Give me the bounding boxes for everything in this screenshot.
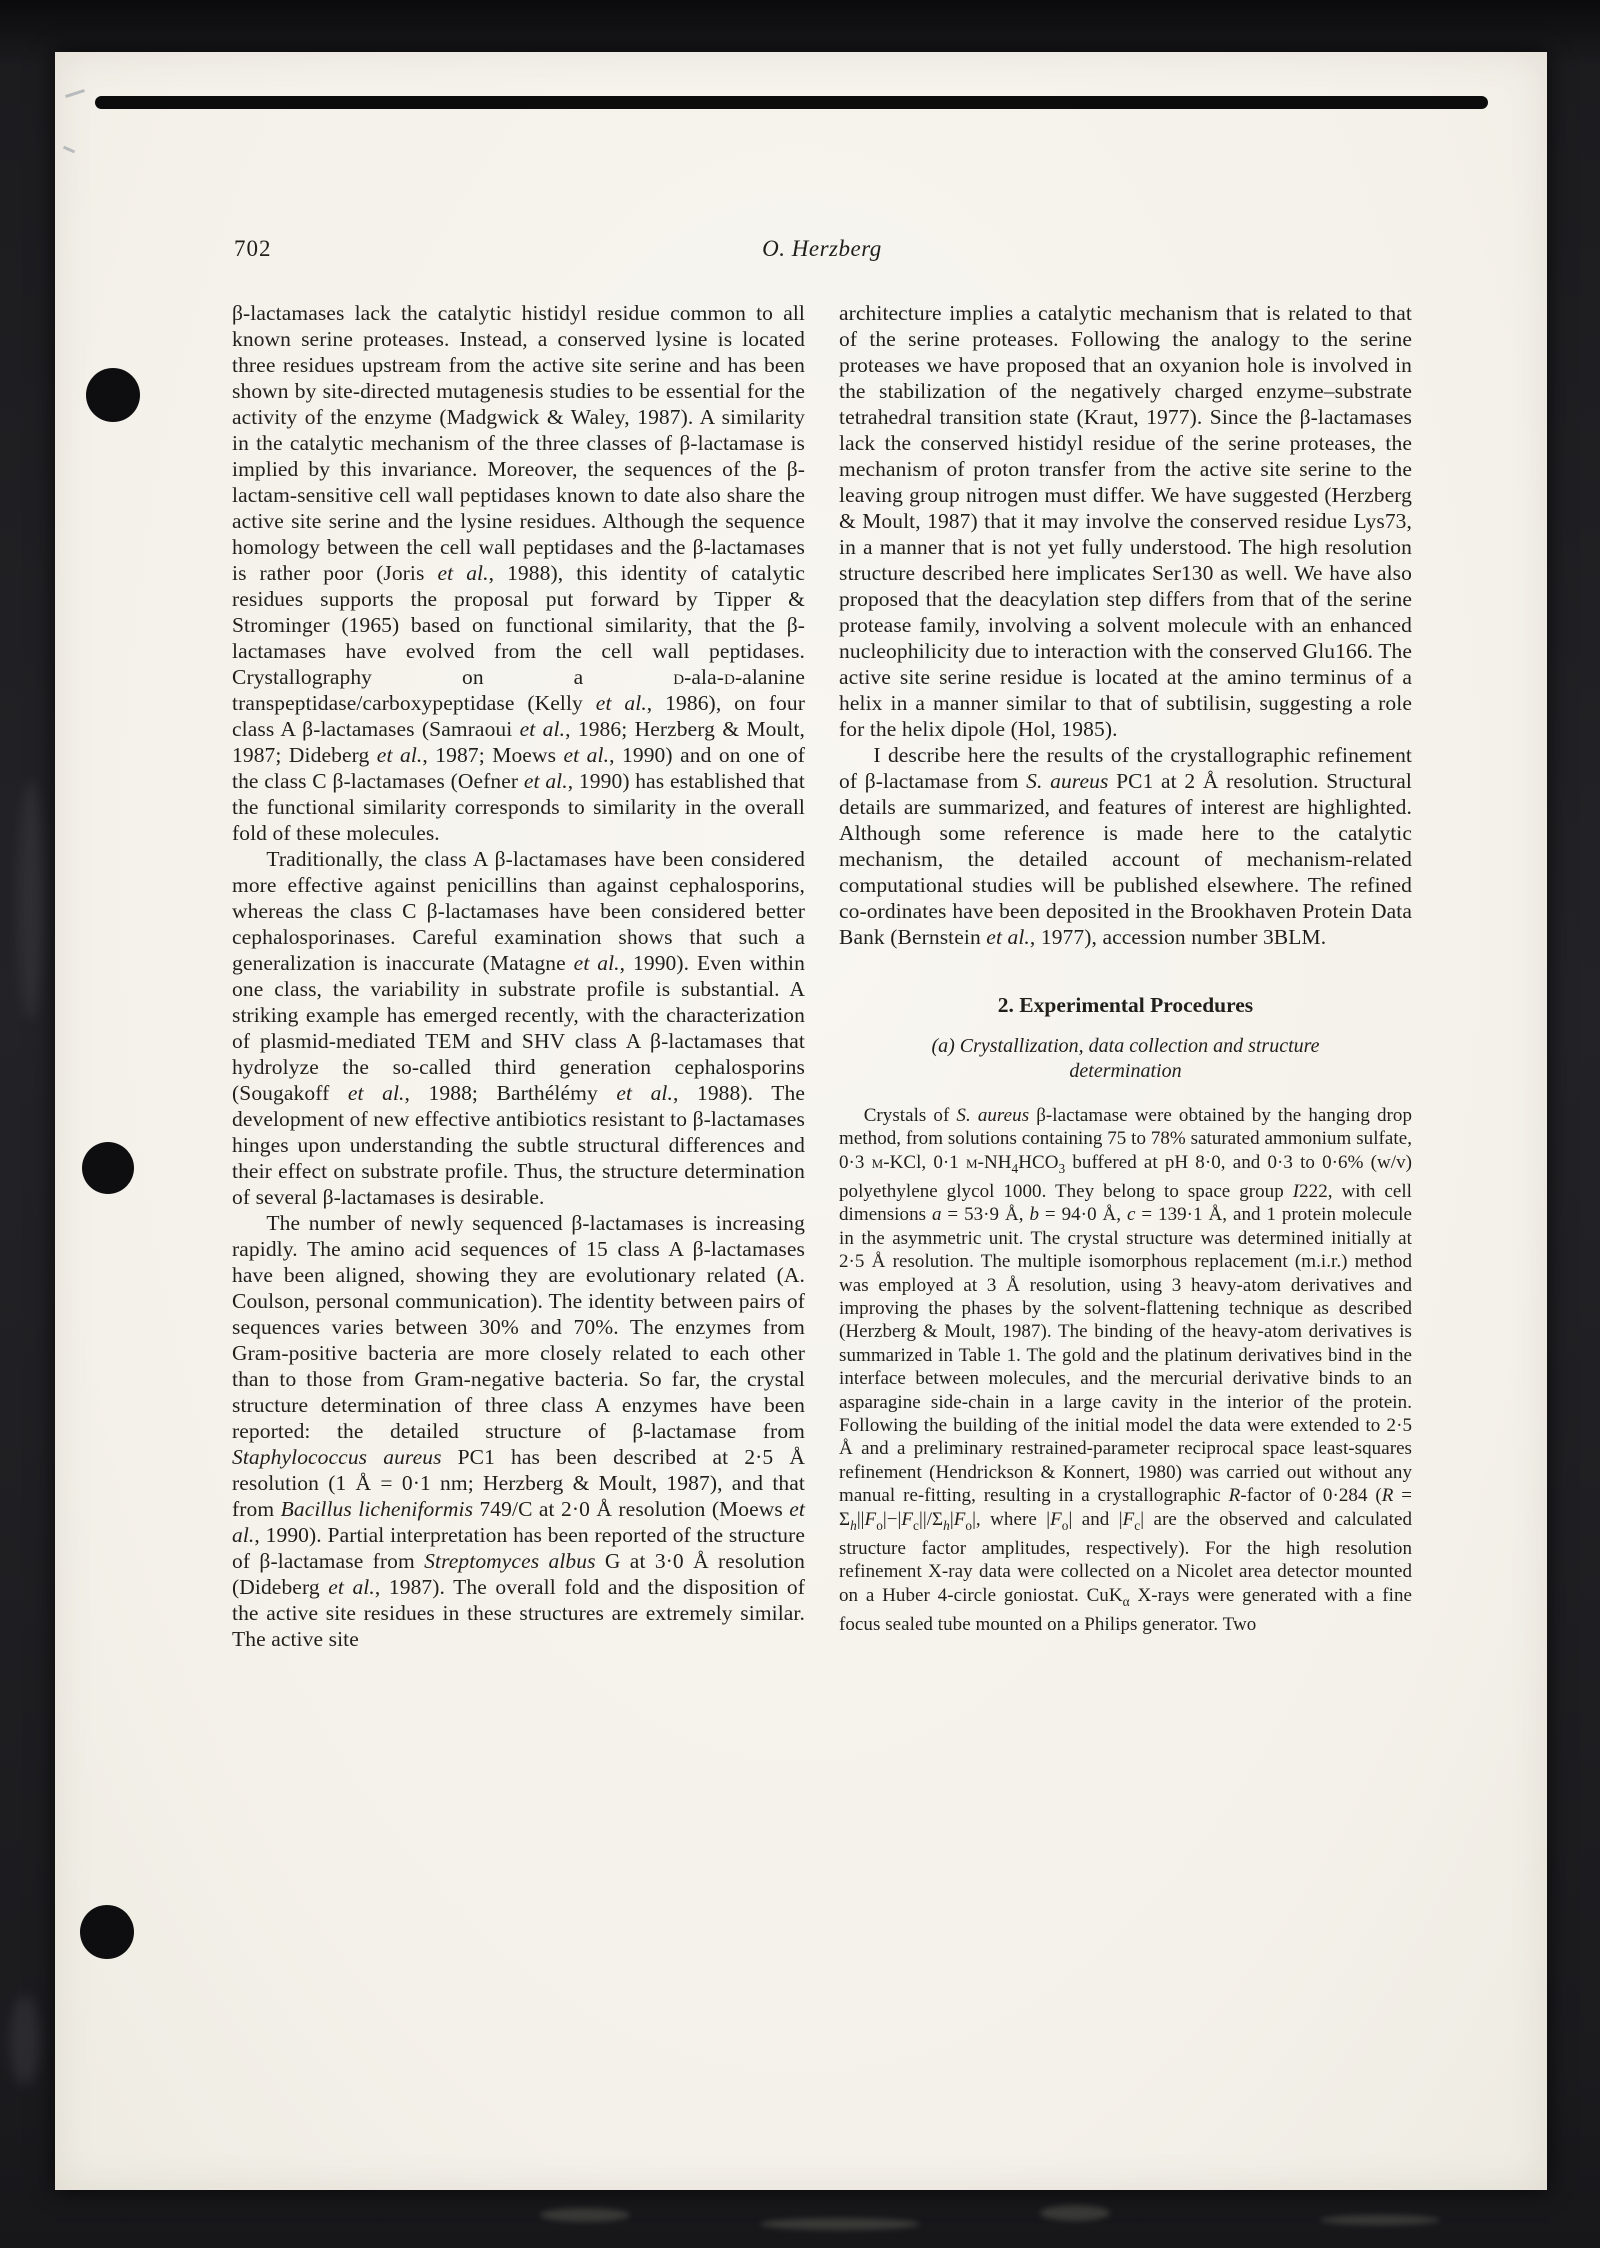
hole-punch-middle [82, 1142, 134, 1194]
section-heading: 2. Experimental Procedures [997, 993, 1254, 1017]
procedures-paragraph: Crystals of S. aureus β-lactamase were obtained by the hanging drop method, from solutions containing 75 to 78% saturated ammonium sulfate, 0·3 m-KCl, 0·1 $m-NH_4HCO_3$ buffered at pH 8·0, and 0·3 to 0·6% (w/v) polyethylene glycol 1000. They belong to space group I222, with cell dimensions a = 53·9 Å, b = 94·0 Å, c = 139·1 Å, and 1 protein molecule in the asymmetric unit. The crystal structure was determined initially at 2·5 Å resolution. The multiple isomorphous replacement (m.i.r.) method was employed at 3 Å resolution, using 3 heavy-atom derivatives and improving the phases by the solvent-flattening technique as described (Herzberg & Moult, 1987). The binding of the heavy-atom derivatives is summarized in Table 1. The gold and the platinum derivatives bind in the interface between molecules, and the mercurial derivative binds to an asparagine side-chain in a large cavity in the interior of the protein. Following the building of the initial model the data were extended to 2·5 Å and a preliminary restrained-parameter reciprocal space least-squares refinement (Hendrickson & Konnert, 1980) was carried out without any manual re-fitting, resulting in a crystallographic R-factor of 0·284 ($R = \Sigma_h||F_o|-|F_c||/\Sigma_h|F_o|$, where $|F_o|$ and $|F_c|$ are the observed and calculated structure factor amplitudes, respectively). For the high resolution refinement X-ray data were collected on a Nicolet area detector mounted on a Huber 4-circle goniostat. CuK$_\alpha$ X-rays were generated with a fine focus sealed tube mounted on a Philips generator. Two [839, 1105, 1413, 1635]
pencil-mark [63, 146, 75, 154]
scan-noise [1040, 2205, 1110, 2221]
page-number: 702 [234, 236, 272, 261]
paper-page [55, 52, 1547, 2190]
paragraph: I describe here the results of the crystallographic refinement of β-lactamase from S. aureus PC1 at 2 Å resolution. Structural details are summarized, and features of interest are highlighted. Although some reference is made here to the catalytic mechanism, the detailed account of mechanism-related computational studies will be published elsewhere. The refined co-ordinates have been deposited in the Brookhaven Protein Data Bank (Bernstein et al., 1977), accession number 3BLM. [839, 743, 1412, 949]
paragraph-continuation: β-lactamases lack the catalytic histidyl residue common to all known serine proteases. Instead, a conserved lysine is located three residues upstream from the active site serine and has been shown by site-directed mutagenesis studies to be essential for the activity of the enzyme (Madgwick & Waley, 1987). A similarity in the catalytic mechanism of the three classes of β-lactamase is implied by this invariance. Moreover, the sequences of the β-lactam-sensitive cell wall peptidases known to date also share the active site serine and the lysine residues. Although the sequence homology between the cell wall peptidases and the β-lactamases is rather poor (Joris et al., 1988), this identity of catalytic residues supports the proposal put forward by Tipper & Strominger (1965) based on functional similarity, that the β-lactamases have evolved from the cell wall peptidases. Crystallography on a d-ala-d-alanine transpeptidase/carboxypeptidase (Kelly et al., 1986), on four class A β-lactamases (Samraoui et al., 1986; Herzberg & Moult, 1987; Dideberg et al., 1987; Moews et al., 1990) and on one of the class C β-lactamases (Oefner et al., 1990) has established that the functional similarity corresponds to similarity in the overall fold of these molecules. [232, 301, 805, 845]
scan-smudge [10, 1995, 40, 2085]
paragraph: The number of newly sequenced β-lactamases is increasing rapidly. The amino acid sequences of 15 class A β-lactamases have been aligned, showing they are evolutionary related (A. Coulson, personal communication). The identity between pairs of sequences varies between 30% and 70%. The enzymes from Gram-positive bacteria are more closely related to each other than to those from Gram-negative bacteria. So far, the crystal structure determination of three class A enzymes have been reported: the detailed structure of β-lactamase from Staphylococcus aureus PC1 has been described at 2·5 Å resolution (1 Å = 0·1 nm; Herzberg & Moult, 1987), and that from Bacillus licheniformis 749/C at 2·0 Å resolution (Moews et al., 1990). Partial interpretation has been reported of the structure of β-lactamase from Streptomyces albus G at 3·0 Å resolution (Dideberg et al., 1987). The overall fold and the disposition of the active site residues in these structures are extremely similar. The active site [232, 1211, 805, 1651]
scan-noise [540, 2208, 630, 2222]
paragraph-continuation: architecture implies a catalytic mechanism that is related to that of the serine proteases. Following the analogy to the serine proteases we have proposed that an oxyanion hole is involved in the stabilization of the negatively charged enzyme–substrate tetrahedral transition state (Kraut, 1977). Since the β-lactamases lack the conserved histidyl residue of the serine proteases, the mechanism of proton transfer from the active site serine to the leaving group nitrogen must differ. We have suggested (Herzberg & Moult, 1987) that it may involve the conserved residue Lys73, in a manner that is not yet fully understood. The high resolution structure described here implicates Ser130 as well. We have also proposed that the deacylation step differs from that of the serine protease family, involving a solvent molecule with an enhanced nucleophilicity due to interaction with the conserved Glu166. The active site serine residue is located at the amino terminus of a helix in a manner similar to that of subtilisin, suggesting a role for the helix dipole (Hol, 1985). [839, 301, 1412, 741]
page-header [232, 236, 1412, 266]
running-head: O. Herzberg [762, 236, 882, 261]
text-columns [232, 300, 1412, 1652]
scan-noise [760, 2218, 920, 2230]
right-column [839, 300, 1412, 1652]
hole-punch-top [86, 368, 140, 422]
scan-bar-artifact [95, 96, 1488, 109]
hole-punch-bottom [80, 1905, 134, 1959]
subsection-heading: (a) Crystallization, data collection and structure determination [931, 1035, 1320, 1082]
paragraph: Traditionally, the class A β-lactamases have been considered more effective against penicillins than against cephalosporins, whereas the class C β-lactamases have been considered better cephalosporinases. Careful examination shows that such a generalization is inaccurate (Matagne et al., 1990). Even within one class, the variability in substrate profile is substantial. A striking example has emerged recently, with the characterization of plasmid-mediated TEM and SHV class A β-lactamases that hydrolyze the so-called third generation cephalosporins (Sougakoff et al., 1988; Barthélémy et al., 1988). The development of new effective antibiotics resistant to β-lactamases hinges upon understanding the subtle structural differences and their effect on substrate profile. Thus, the structure determination of several β-lactamases is desirable. [232, 847, 805, 1209]
left-column [232, 300, 805, 1652]
page-content [232, 236, 1412, 1652]
pencil-mark [65, 89, 85, 98]
scan-smudge [18, 780, 44, 1020]
scan-noise [1320, 2215, 1440, 2225]
